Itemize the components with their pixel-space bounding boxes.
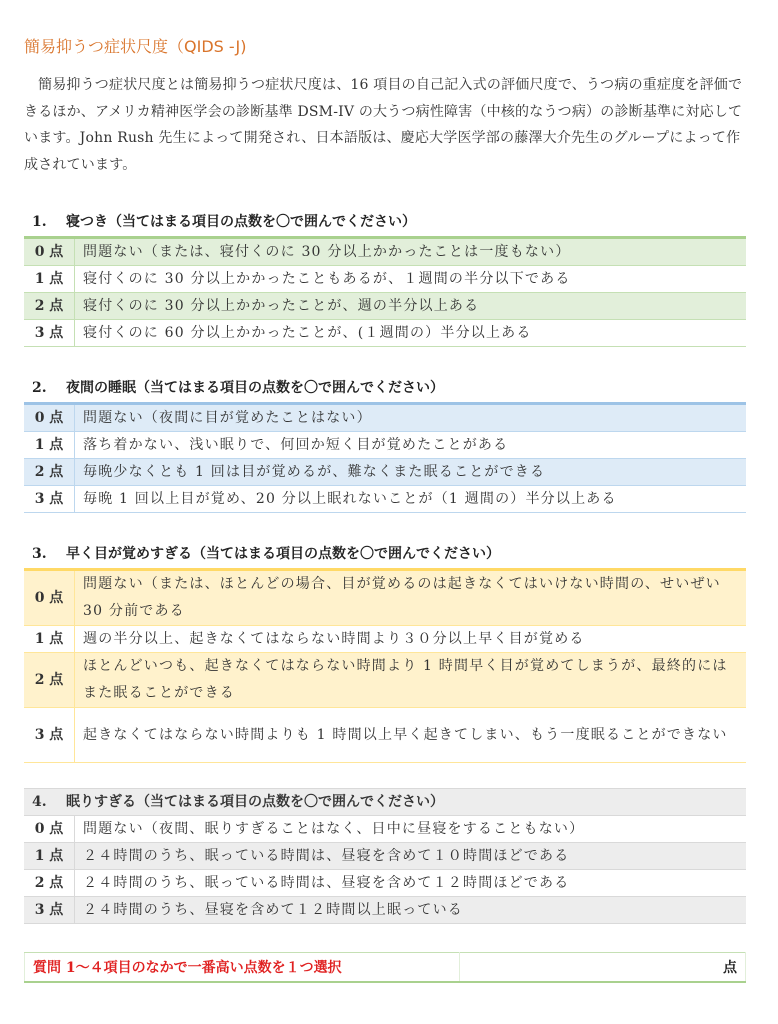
score-cell[interactable]: 0 点 (24, 570, 75, 626)
option-row[interactable] (24, 459, 746, 486)
option-text: ２４時間のうち、眠っている時間は、昼寝を含めて１０時間ほどである (75, 843, 747, 870)
score-cell[interactable]: 0 点 (24, 404, 75, 432)
section-2-heading (24, 378, 746, 398)
option-text: ほとんどいつも、起きなくてはならない時間より 1 時間早く目が覚めてしまうが、最終的にはまた眠ることができる (75, 653, 747, 708)
option-row[interactable] (24, 570, 746, 626)
section-title: 寝つき（当てはまる項目の点数を〇で囲んでください） (66, 214, 416, 230)
section-number: 4. (32, 794, 47, 810)
option-row[interactable] (24, 708, 746, 763)
score-cell[interactable]: 1 点 (24, 626, 75, 653)
option-row[interactable] (24, 816, 746, 843)
option-text: 落ち着かない、浅い眠りで、何回か短く目が覚めたことがある (75, 432, 747, 459)
option-row[interactable] (24, 238, 746, 266)
section-4-heading (24, 789, 746, 816)
summary-unit: 点 (723, 960, 737, 976)
option-text: ２４時間のうち、眠っている時間は、昼寝を含めて１２時間ほどである (75, 870, 747, 897)
page-title: 簡易抑うつ症状尺度（QIDS -J) (24, 37, 247, 56)
section-title: 眠りすぎる（当てはまる項目の点数を〇で囲んでください） (66, 794, 444, 810)
option-row[interactable] (24, 320, 746, 347)
option-text: 寝付くのに 30 分以上かかったこともあるが、１週間の半分以下である (75, 266, 747, 293)
section-2-table (24, 402, 746, 513)
summary-label: 質問 1～４項目のなかで一番高い点数を１つ選択 (25, 953, 460, 983)
section-3-heading (24, 544, 746, 564)
score-cell[interactable]: 3 点 (24, 486, 75, 513)
option-text: ２４時間のうち、昼寝を含めて１２時間以上眠っている (75, 897, 747, 924)
option-text: 週の半分以上、起きなくてはならない時間より３０分以上早く目が覚める (75, 626, 747, 653)
option-row[interactable] (24, 870, 746, 897)
option-row[interactable] (24, 404, 746, 432)
option-row[interactable] (24, 432, 746, 459)
summary-row (25, 953, 746, 983)
option-text: 問題ない（夜間、眠りすぎることはなく、日中に昼寝をすることもない） (75, 816, 747, 843)
score-cell[interactable]: 1 点 (24, 266, 75, 293)
option-row[interactable] (24, 266, 746, 293)
summary-score-field[interactable] (460, 953, 746, 983)
section-heading-cell (24, 789, 746, 816)
option-row[interactable] (24, 293, 746, 320)
section-number: 2. (32, 380, 47, 396)
option-text: 毎晩少なくとも 1 回は目が覚めるが、難なくまた眠ることができる (75, 459, 747, 486)
option-text: 問題ない（または、ほとんどの場合、目が覚めるのは起きなくてはいけない時間の、せいぜい 30 分前である (75, 570, 747, 626)
score-cell[interactable]: 2 点 (24, 293, 75, 320)
section-number: 1. (32, 214, 47, 230)
option-text: 寝付くのに 60 分以上かかったことが、(１週間の）半分以上ある (75, 320, 747, 347)
option-text: 寝付くのに 30 分以上かかったことが、週の半分以上ある (75, 293, 747, 320)
option-row[interactable] (24, 843, 746, 870)
score-cell[interactable]: 3 点 (24, 897, 75, 924)
section-4-table (24, 788, 746, 924)
option-row[interactable] (24, 626, 746, 653)
score-cell[interactable]: 3 点 (24, 320, 75, 347)
option-text: 問題ない（または、寝付くのに 30 分以上かかったことは一度もない） (75, 238, 747, 266)
option-row[interactable] (24, 897, 746, 924)
section-1-heading (24, 212, 746, 232)
score-cell[interactable]: 2 点 (24, 653, 75, 708)
score-cell[interactable]: 0 点 (24, 816, 75, 843)
score-cell[interactable]: 2 点 (24, 870, 75, 897)
score-cell[interactable]: 1 点 (24, 843, 75, 870)
option-text: 起きなくてはならない時間よりも 1 時間以上早く起きてしまい、もう一度眠ることができない (75, 708, 747, 763)
option-text: 問題ない（夜間に目が覚めたことはない） (75, 404, 747, 432)
section-title: 夜間の睡眠（当てはまる項目の点数を〇で囲んでください） (66, 380, 444, 396)
score-cell[interactable]: 0 点 (24, 238, 75, 266)
option-text: 毎晩 1 回以上目が覚め、20 分以上眠れないことが（1 週間の）半分以上ある (75, 486, 747, 513)
intro-paragraph: 簡易抑うつ症状尺度とは簡易抑うつ症状尺度は、16 項目の自己記入式の評価尺度で、うつ病の重症度を評価できるほか、アメリカ精神医学会の診断基準 DSM-IV の大うつ病性障害（中核的なうつ病）の診断基準に対応しています。John Rush 先生によって開発され、日本語版は、慶応大学医学部の藤澤大介先生のグループによって作成されています。 (24, 77, 743, 173)
score-cell[interactable]: 1 点 (24, 432, 75, 459)
score-cell[interactable]: 2 点 (24, 459, 75, 486)
section-number: 3. (32, 546, 47, 562)
section-title: 早く目が覚めすぎる（当てはまる項目の点数を〇で囲んでください） (66, 546, 500, 562)
section-1-table (24, 236, 746, 347)
option-row[interactable] (24, 653, 746, 708)
score-cell[interactable]: 3 点 (24, 708, 75, 763)
section-3-table (24, 568, 746, 763)
summary-table (24, 952, 746, 983)
option-row[interactable] (24, 486, 746, 513)
